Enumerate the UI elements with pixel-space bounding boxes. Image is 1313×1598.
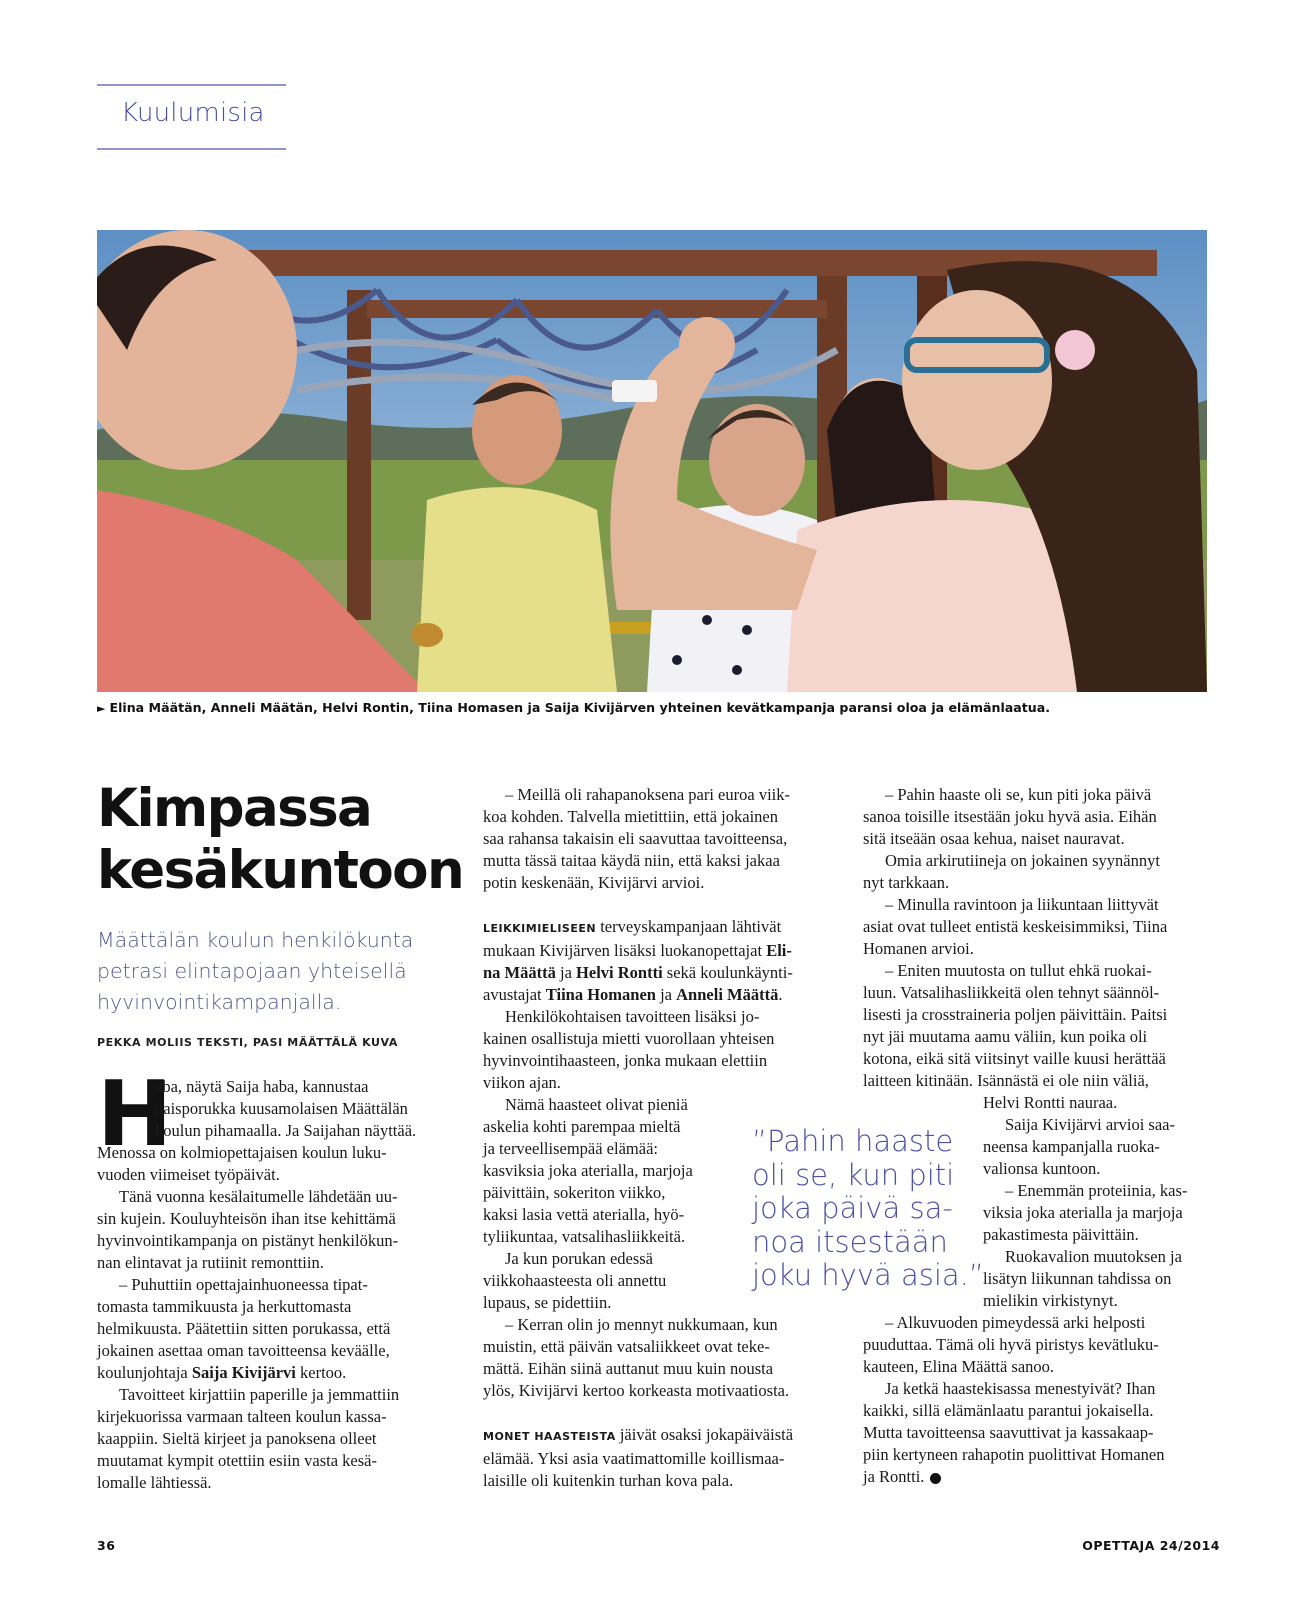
text-fragment: . [778, 985, 783, 1004]
section-rule-top [97, 84, 286, 86]
text-line: laisille oli kuitenkin turhan kova pala. [483, 1471, 734, 1490]
paragraph [483, 1006, 838, 1094]
caption-arrow-icon: ► [97, 702, 106, 715]
paragraph [863, 1378, 1223, 1488]
text-fragment: avustajat [483, 985, 546, 1004]
text-line [483, 984, 838, 1006]
paragraph [863, 850, 1223, 894]
text-line: elämää. Yksi asia vaatimattomille koillismaa- [483, 1449, 785, 1468]
text-fragment: ja [555, 963, 577, 982]
pull-quote-line: ”Pahin haaste [752, 1124, 954, 1158]
text-line: sin kujein. Kouluyhteisön ihan itse kehittämä [97, 1209, 396, 1228]
text-line: – Enemmän proteiinia, kas- [1005, 1181, 1188, 1200]
person-name: Anneli Määttä [676, 985, 779, 1004]
text-line: – Kerran olin jo mennyt nukkumaan, kun [505, 1315, 778, 1334]
text-line [483, 916, 838, 940]
text-line: – Puhuttiin opettajainhuoneessa tipat- [119, 1275, 368, 1294]
text-line: viksia joka aterialla ja marjoja [983, 1203, 1183, 1222]
person-name: Eli- [766, 941, 792, 960]
text-line: päivittäin, sokeriton viikko, [483, 1183, 666, 1202]
text-line [483, 940, 838, 962]
paragraph [863, 1246, 1223, 1312]
person-name: na Määttä [483, 963, 556, 982]
text-line: vuoden viimeiset työpäivät. [97, 1165, 280, 1184]
end-mark-icon [930, 1473, 941, 1484]
paragraph [483, 916, 838, 1006]
paragraph [863, 894, 1223, 960]
person-name: Helvi Rontti [576, 963, 663, 982]
text-line: – Minulla ravintoon ja liikuntaan liittyvät [885, 895, 1159, 914]
text-line: – Meillä oli rahapanoksena pari euroa viik- [505, 785, 790, 804]
paragraph [483, 784, 838, 894]
pull-quote-line: oli se, kun piti [752, 1157, 955, 1192]
pull-quote-line: noa itsestään [752, 1224, 948, 1259]
headline-line: kesäkuntoon [97, 840, 464, 901]
text-fragment: sekä koulunkäynti- [662, 963, 793, 982]
text-line: hyvinvointikampanja on pistänyt henkilökun- [97, 1231, 399, 1250]
text-line: laitteen kitinään. Isännästä ei ole niin väliä, [863, 1071, 1149, 1090]
paragraph [483, 1314, 838, 1402]
paragraph [97, 1062, 457, 1186]
text-line: Tänä vuonna kesälaitumelle lähdetään uu- [119, 1187, 398, 1206]
text-fragment: jäivät osaksi jokapäiväistä [615, 1425, 794, 1444]
text-fragment: mukaan Kivijärven lisäksi luokanopettajat [483, 941, 767, 960]
text-line: kaikki, sillä elämänlaatu parantui jokaisella. [863, 1401, 1154, 1420]
paragraph [863, 960, 1223, 1114]
text-line: valionsa kuntoon. [983, 1159, 1101, 1178]
text-line: koulun pihamaalla. Ja Saijahan näyttää. [155, 1121, 417, 1140]
text-line: jokainen asettaa oman tavoitteensa keväälle, [97, 1341, 390, 1360]
lead-line: hyvinvointikampanjalla. [97, 990, 342, 1014]
byline: PEKKA MOLIIS TEKSTI, PASI MÄÄTTÄLÄ KUVA [97, 1036, 399, 1049]
person-name: Saija Kivijärvi [191, 1363, 296, 1382]
text-line: mutta tässä taitaa käydä niin, että kaksi jakaa [483, 851, 780, 870]
text-line: kaappiin. Sieltä kirjeet ja panoksena olleet [97, 1429, 377, 1448]
text-line: kasviksia joka aterialla, marjoja [483, 1161, 693, 1180]
text-line: viikon ajan. [483, 1073, 561, 1092]
text-line: puuduttaa. Tämä oli hyvä piristys kevätluku- [863, 1335, 1159, 1354]
text-line: – Pahin haaste oli se, kun piti joka päivä [885, 785, 1152, 804]
text-line: askelia kohti parempaa mieltä [483, 1117, 681, 1136]
pull-quote-line: joku hyvä asia.” [752, 1258, 984, 1292]
text-line: lupaus, se pidettiin. [483, 1293, 612, 1312]
text-line: muistin, että päivän vatsaliikkeet ovat teke- [483, 1337, 770, 1356]
text-fragment: kertoo. [295, 1363, 347, 1382]
text-line: lisätyn liikunnan tahdissa on [983, 1269, 1172, 1288]
paragraph [863, 784, 1223, 850]
body-column-3 [863, 784, 1223, 1488]
paragraph [483, 1424, 838, 1492]
text-line [483, 1424, 838, 1448]
text-line: helmikuusta. Päätettiin sitten porukassa, että [97, 1319, 391, 1338]
paragraph [97, 1384, 457, 1494]
text-line [483, 962, 838, 984]
paragraph-lead-in: LEIKKIMIELISEEN [483, 922, 597, 935]
paragraph [97, 1274, 457, 1384]
text-fragment: terveyskampanjaan lähtivät [596, 917, 782, 936]
text-line: tomasta tammikuusta ja herkuttomasta [97, 1297, 352, 1316]
photo-caption [97, 700, 1050, 715]
text-line: Nämä haasteet olivat pieniä [505, 1095, 688, 1114]
text-line: ylös, Kivijärvi kertoo korkeasta motivaatiosta. [483, 1381, 790, 1400]
text-line: kirjekuorissa varmaan talteen koulun kassa- [97, 1407, 387, 1426]
text-line: muutamat kympit otettiin esiin vasta kesä- [97, 1451, 377, 1470]
text-fragment: ja [655, 985, 677, 1004]
lead-line: petrasi elintapojaan yhteisellä [97, 959, 407, 983]
text-line: viikkohaasteesta oli annettu [483, 1271, 667, 1290]
text-line: hyvinvointihaasteen, jonka mukaan elettiin [483, 1051, 768, 1070]
text-line: potin keskenään, Kivijärvi arvioi. [483, 873, 705, 892]
text-line [97, 1362, 457, 1384]
page-number: 36 [97, 1538, 116, 1553]
text-line: Tavoitteet kirjattiin paperille ja jemmattiin [119, 1385, 400, 1404]
paragraph [863, 1180, 1223, 1246]
text-line: luun. Vatsalihasliikkeitä olen tehnyt säännöl- [863, 983, 1160, 1002]
paragraph [863, 1114, 1223, 1180]
text-line [863, 1466, 1223, 1488]
text-line: – Eniten muutosta on tullut ehkä ruokai- [885, 961, 1152, 980]
text-fragment: ja Rontti. [863, 1467, 925, 1486]
text-line: piin kertyneen rahapotin puolittivat Homanen [863, 1445, 1165, 1464]
text-line: Saija Kivijärvi arvioi saa- [1005, 1115, 1175, 1134]
magazine-issue: OPETTAJA 24/2014 [1082, 1538, 1220, 1553]
headline [97, 778, 464, 902]
text-line: aba, näytä Saija haba, kannustaa [155, 1077, 369, 1096]
text-line: pakastimesta päivittäin. [983, 1225, 1139, 1244]
text-line: Henkilökohtaisen tavoitteen lisäksi jo- [505, 1007, 760, 1026]
text-line: Ruokavalion muutoksen ja [1005, 1247, 1182, 1266]
caption-text: Elina Määtän, Anneli Määtän, Helvi Rontin, Tiina Homasen ja Saija Kivijärven yhteinen kevätkampanja paransi oloa ja elämänlaatua. [109, 700, 1051, 715]
text-line: Mutta tavoitteensa saavuttivat ja kassakaap- [863, 1423, 1154, 1442]
text-line: Menossa on kolmiopettajaisen koulun luku- [97, 1143, 387, 1162]
text-line: Helvi Rontti nauraa. [983, 1093, 1118, 1112]
text-line: tyliikuntaa, vatsalihasliikkeitä. [483, 1227, 686, 1246]
text-line: Ja kun porukan edessä [505, 1249, 654, 1268]
text-line: sanoa toisille itsestään joku hyvä asia. Eihän [863, 807, 1157, 826]
text-line: mielikin virkistynyt. [983, 1291, 1118, 1310]
text-line: lisesti ja crosstraineria poljen päivittäin. Paitsi [863, 1005, 1168, 1024]
text-line: Homanen arvioi. [863, 939, 974, 958]
pull-quote-line: joka päivä sa- [752, 1191, 953, 1225]
text-line: ja terveellisempää elämää: [483, 1139, 658, 1158]
lead-line: Määttälän koulun henkilökunta [97, 928, 414, 952]
body-column-1 [97, 1062, 457, 1494]
text-line: Omia arkirutiineja on jokainen syynännyt [885, 851, 1160, 870]
text-line: nyt tarkkaan. [863, 873, 950, 892]
text-line: koa kohden. Talvella mietittiin, että jokainen [483, 807, 779, 826]
article-photo [97, 230, 1207, 692]
lead-paragraph [97, 925, 447, 1018]
paragraph [863, 1312, 1223, 1378]
text-fragment: koulunjohtaja [97, 1363, 192, 1382]
drop-cap: H [97, 1062, 173, 1167]
text-line: mättä. Eihän siinä auttanut muu kuin nousta [483, 1359, 774, 1378]
text-line: nan elintavat ja rutiinit remonttiin. [97, 1253, 324, 1272]
text-line: lomalle lähtiessä. [97, 1473, 212, 1492]
text-line: neensa kampanjalla ruoka- [983, 1137, 1160, 1156]
person-name: Tiina Homanen [545, 985, 656, 1004]
text-line: Ja ketkä haastekisassa menestyivät? Ihan [885, 1379, 1156, 1398]
text-line: kaksi lasia vettä aterialla, hyö- [483, 1205, 685, 1224]
headline-line: Kimpassa [97, 778, 372, 839]
text-line: – Alkuvuoden pimeydessä arki helposti [885, 1313, 1146, 1332]
paragraph-lead-in: MONET HAASTEISTA [483, 1430, 616, 1443]
text-line: kauteen, Elina Määttä sanoo. [863, 1357, 1055, 1376]
paragraph [97, 1186, 457, 1274]
text-line: asiat ovat tulleet entistä keskeisimmiksi, Tiina [863, 917, 1168, 936]
section-rule-bottom [97, 148, 286, 150]
text-line: kainen osallistuja mietti vuorollaan yhteisen [483, 1029, 775, 1048]
text-line: nyt jäi muutama aamu väliin, kun poika oli [863, 1027, 1148, 1046]
text-line: saa rahansa takaisin eli saavuttaa tavoitteensa, [483, 829, 788, 848]
text-line: sitä itseään osaa kehua, naiset nauravat. [863, 829, 1125, 848]
text-line: naisporukka kuusamolaisen Määttälän [155, 1099, 408, 1118]
section-label: Kuulumisia [121, 98, 265, 128]
text-line: kotona, eikä sitä viitsinyt vaille kuusi herättää [863, 1049, 1166, 1068]
